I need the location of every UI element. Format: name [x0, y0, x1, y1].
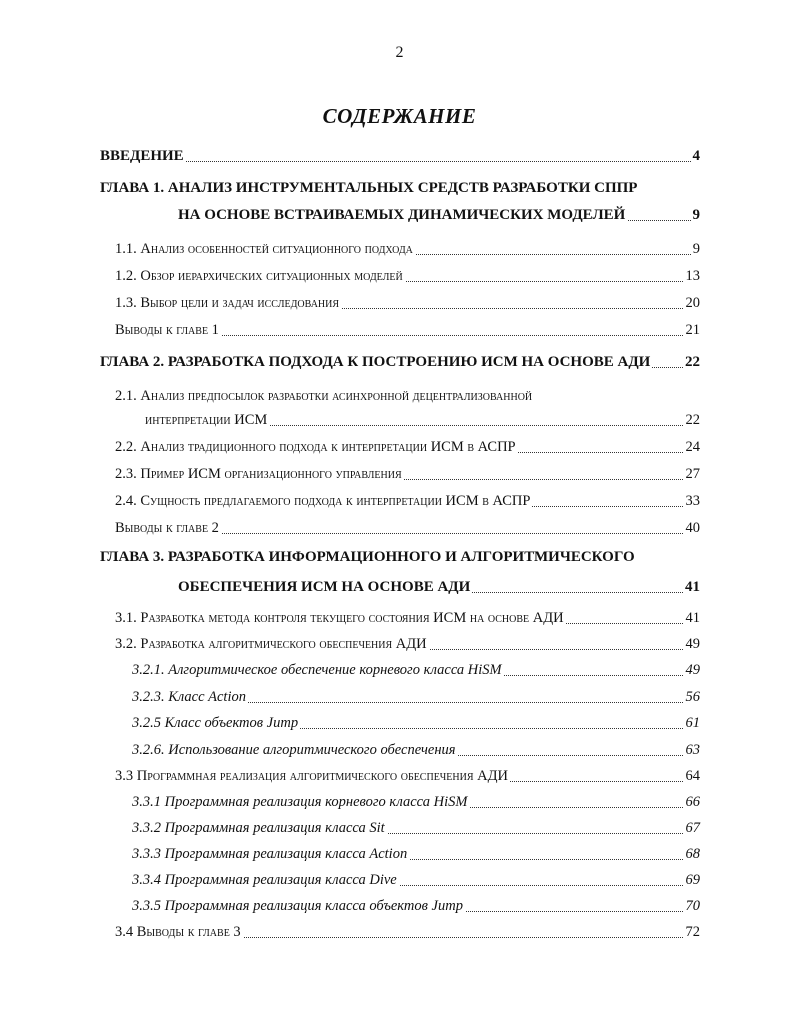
toc-entry-page: 9: [691, 204, 701, 226]
toc-entry-3-3-4[interactable]: [0, 869, 799, 891]
toc-entry-3-3[interactable]: [0, 765, 799, 787]
toc-entry-label: ГЛАВА 2. РАЗРАБОТКА ПОДХОДА К ПОСТРОЕНИЮ ИСМ НА ОСНОВЕ АДИ: [100, 351, 652, 373]
toc-entry-3-2[interactable]: [0, 633, 799, 655]
toc-entry-label: ВВЕДЕНИЕ: [100, 145, 186, 167]
chapter-1-heading-line1: ГЛАВА 1. АНАЛИЗ ИНСТРУМЕНТАЛЬНЫХ СРЕДСТВ РАЗРАБОТКИ СППР: [100, 180, 638, 196]
toc-entry-page: 69: [684, 869, 701, 891]
toc-entry-1-2[interactable]: [0, 265, 799, 287]
toc-entry-label: ОБЕСПЕЧЕНИЯ ИСМ НА ОСНОВЕ АДИ: [178, 576, 472, 598]
toc-entry-page: 66: [684, 791, 701, 813]
toc-entry-label: 3.3.4 Программная реализация класса Dive: [132, 869, 399, 891]
toc-entry-page: 56: [684, 686, 701, 708]
toc-entry-label: 3.3.5 Программная реализация класса объектов Jump: [132, 895, 465, 917]
toc-entry-3-4[interactable]: [0, 921, 799, 943]
toc-entry-page: 13: [684, 265, 701, 287]
toc-entry-page: 41: [683, 576, 700, 598]
toc-entry-label: 3.2.5 Класс объектов Jump: [132, 712, 300, 734]
toc-entry-page: 49: [684, 659, 701, 681]
toc-entry-2-3[interactable]: [0, 463, 799, 485]
toc-entry-2-2[interactable]: [0, 436, 799, 458]
toc-entry-page: 70: [684, 895, 701, 917]
toc-entry-page: 72: [684, 921, 701, 943]
toc-entry-2-1-line1: 2.1. Анализ предпосылок разработки асинхронной децентрализованной: [115, 388, 533, 404]
toc-entry-label: интерпретации ИСМ: [145, 409, 269, 431]
toc-entry-chapter-3[interactable]: [0, 576, 799, 598]
toc-entry-intro[interactable]: [0, 145, 799, 167]
toc-entry-page: 33: [684, 490, 701, 512]
toc-entry-3-3-2[interactable]: [0, 817, 799, 839]
toc-entry-page: 24: [684, 436, 701, 458]
toc-entry-label: 1.3. Выбор цели и задач исследования: [115, 292, 341, 314]
toc-entry-page: 4: [691, 145, 701, 167]
toc-entry-3-2-3[interactable]: [0, 686, 799, 708]
toc-entry-label: 3.3 Программная реализация алгоритмического обеспечения АДИ: [115, 765, 510, 787]
toc-entry-label: 2.2. Анализ традиционного подхода к интерпретации ИСМ в АСПР: [115, 436, 518, 458]
toc-entry-3-2-1[interactable]: [0, 659, 799, 681]
toc-entry-label: НА ОСНОВЕ ВСТРАИВАЕМЫХ ДИНАМИЧЕСКИХ МОДЕЛЕЙ: [178, 204, 627, 226]
toc-entry-page: 20: [684, 292, 701, 314]
toc-entry-3-2-5[interactable]: [0, 712, 799, 734]
toc-entry-label: 1.2. Обзор иерархических ситуационных моделей: [115, 265, 405, 287]
toc-entry-page: 21: [684, 319, 701, 341]
toc-entry-3-2-6[interactable]: [0, 739, 799, 761]
toc-entry-2-4[interactable]: [0, 490, 799, 512]
toc-entry-label: 3.3.1 Программная реализация корневого класса HiSM: [132, 791, 469, 813]
toc-entry-chapter-1[interactable]: [0, 204, 799, 226]
toc-entry-page: 22: [683, 351, 700, 373]
toc-entry-label: 3.3.3 Программная реализация класса Action: [132, 843, 409, 865]
toc-entry-chapter-2[interactable]: [0, 351, 799, 373]
toc-entry-2-1[interactable]: [0, 409, 799, 431]
toc-entry-page: 49: [684, 633, 701, 655]
toc-entry-page: 64: [684, 765, 701, 787]
toc-entry-3-3-1[interactable]: [0, 791, 799, 813]
toc-entry-label: 3.2.1. Алгоритмическое обеспечение корневого класса HiSM: [132, 659, 504, 681]
toc-entry-page: 22: [684, 409, 701, 431]
toc-title: СОДЕРЖАНИЕ: [322, 104, 477, 128]
toc-entry-3-1[interactable]: [0, 607, 799, 629]
chapter-3-heading-line1: ГЛАВА 3. РАЗРАБОТКА ИНФОРМАЦИОННОГО И АЛГОРИТМИЧЕСКОГО: [100, 549, 635, 565]
toc-entry-label: 2.4. Сущность предлагаемого подхода к интерпретации ИСМ в АСПР: [115, 490, 532, 512]
toc-entry-3-3-3[interactable]: [0, 843, 799, 865]
toc-entry-label: 1.1. Анализ особенностей ситуационного подхода: [115, 238, 415, 260]
toc-entry-page: 27: [684, 463, 701, 485]
toc-entry-page: 68: [684, 843, 701, 865]
toc-entry-page: 67: [684, 817, 701, 839]
toc-entry-ch1-conclusions[interactable]: [0, 319, 799, 341]
toc-entry-label: 3.1. Разработка метода контроля текущего состояния ИСМ на основе АДИ: [115, 607, 566, 629]
toc-entry-page: 63: [684, 739, 701, 761]
toc-entry-page: 41: [684, 607, 701, 629]
toc-entry-label: 3.2. Разработка алгоритмического обеспечения АДИ: [115, 633, 429, 655]
toc-entry-ch2-conclusions[interactable]: [0, 517, 799, 539]
toc-entry-page: 9: [691, 238, 700, 260]
toc-entry-label: Выводы к главе 1: [115, 319, 221, 341]
toc-entry-3-3-5[interactable]: [0, 895, 799, 917]
toc-entry-1-3[interactable]: [0, 292, 799, 314]
toc-entry-label: 3.2.3. Класс Action: [132, 686, 248, 708]
toc-entry-1-1[interactable]: [0, 238, 799, 260]
page-number: 2: [395, 44, 404, 61]
toc-entry-label: 2.3. Пример ИСМ организационного управления: [115, 463, 404, 485]
toc-entry-label: Выводы к главе 2: [115, 517, 221, 539]
toc-entry-label: 3.4 Выводы к главе 3: [115, 921, 243, 943]
toc-entry-page: 40: [684, 517, 701, 539]
toc-entry-page: 61: [684, 712, 701, 734]
toc-entry-label: 3.2.6. Использование алгоритмического обеспечения: [132, 739, 458, 761]
toc-entry-label: 3.3.2 Программная реализация класса Sit: [132, 817, 387, 839]
